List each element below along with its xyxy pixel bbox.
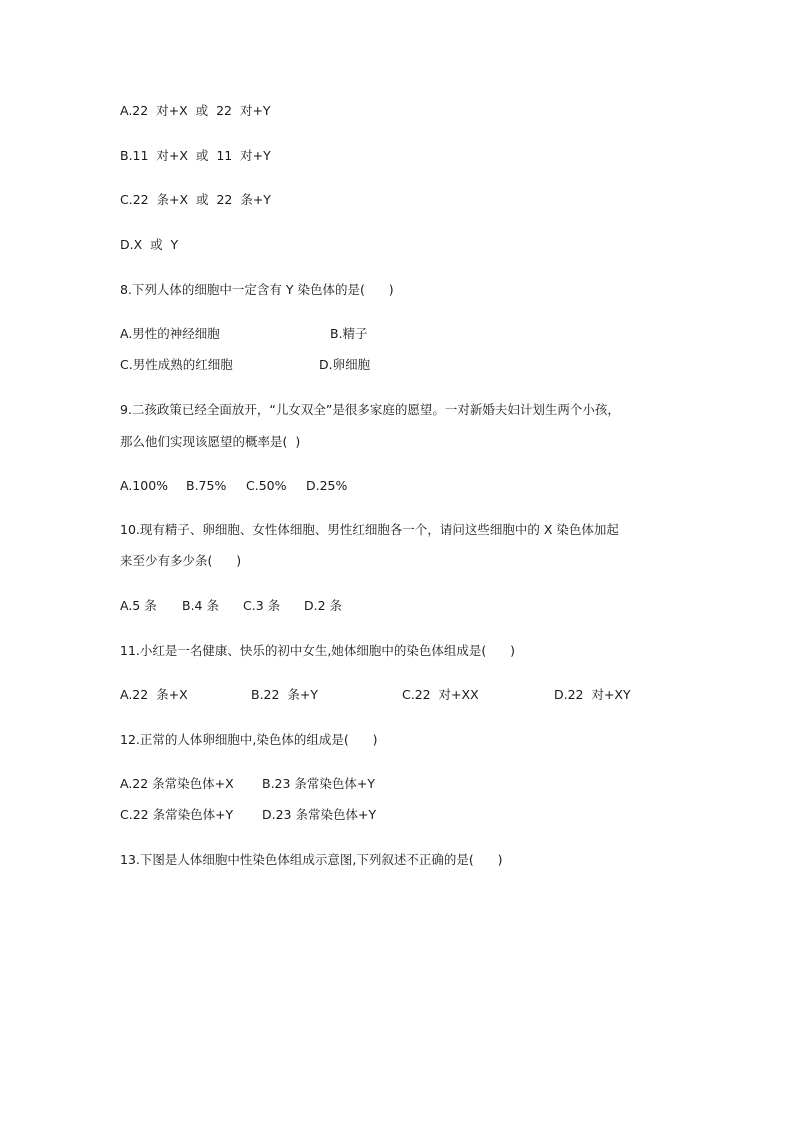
q11-option-b: B.22 条+Y	[251, 687, 319, 702]
question-13: 13.下图是人体细胞中性染色体组成示意图,下列叙述不正确的是( )	[120, 852, 503, 867]
q9-option-d: D.25%	[306, 478, 348, 493]
question-11: 11.小红是一名健康、快乐的初中女生,她体细胞中的染色体组成是( )	[120, 643, 515, 658]
q8-option-b: B.精子	[330, 326, 368, 341]
q9-option-a: A.100%	[120, 478, 169, 493]
q8-option-c: C.男性成熟的红细胞	[120, 357, 233, 372]
question-10-line-1: 10.现有精子、卵细胞、女性体细胞、男性红细胞各一个，请问这些细胞中的 X 染色体加起	[120, 522, 619, 537]
q7-option-c: C.22 条+X 或 22 条+Y	[120, 192, 271, 207]
q9-option-c: C.50%	[246, 478, 287, 493]
q10-option-a: A.5 条	[120, 598, 157, 613]
q11-option-d: D.22 对+XY	[554, 687, 631, 702]
q8-option-d: D.卵细胞	[319, 357, 371, 372]
q10-option-b: B.4 条	[182, 598, 219, 613]
question-12: 12.正常的人体卵细胞中,染色体的组成是( )	[120, 732, 378, 747]
q8-option-a: A.男性的神经细胞	[120, 326, 220, 341]
q7-option-d: D.X 或 Y	[120, 237, 179, 252]
q10-option-c: C.3 条	[243, 598, 281, 613]
q9-option-b: B.75%	[186, 478, 227, 493]
q7-option-b: B.11 对+X 或 11 对+Y	[120, 148, 271, 163]
question-9-line-1: 9.二孩政策已经全面放开，“儿女双全”是很多家庭的愿望。一对新婚夫妇计划生两个小孩，	[120, 402, 620, 417]
question-8: 8.下列人体的细胞中一定含有 Y 染色体的是( )	[120, 282, 394, 297]
q12-option-b: B.23 条常染色体+Y	[262, 776, 376, 791]
q12-option-a: A.22 条常染色体+X	[120, 776, 234, 791]
q11-option-c: C.22 对+XX	[402, 687, 479, 702]
q7-option-a: A.22 对+X 或 22 对+Y	[120, 103, 271, 118]
question-9-line-2: 那么他们实现该愿望的概率是( )	[120, 434, 301, 449]
q11-option-a: A.22 条+X	[120, 687, 188, 702]
question-10-line-2: 来至少有多少条( )	[120, 553, 242, 568]
q10-option-d: D.2 条	[304, 598, 343, 613]
q12-option-c: C.22 条常染色体+Y	[120, 807, 234, 822]
q12-option-d: D.23 条常染色体+Y	[262, 807, 377, 822]
